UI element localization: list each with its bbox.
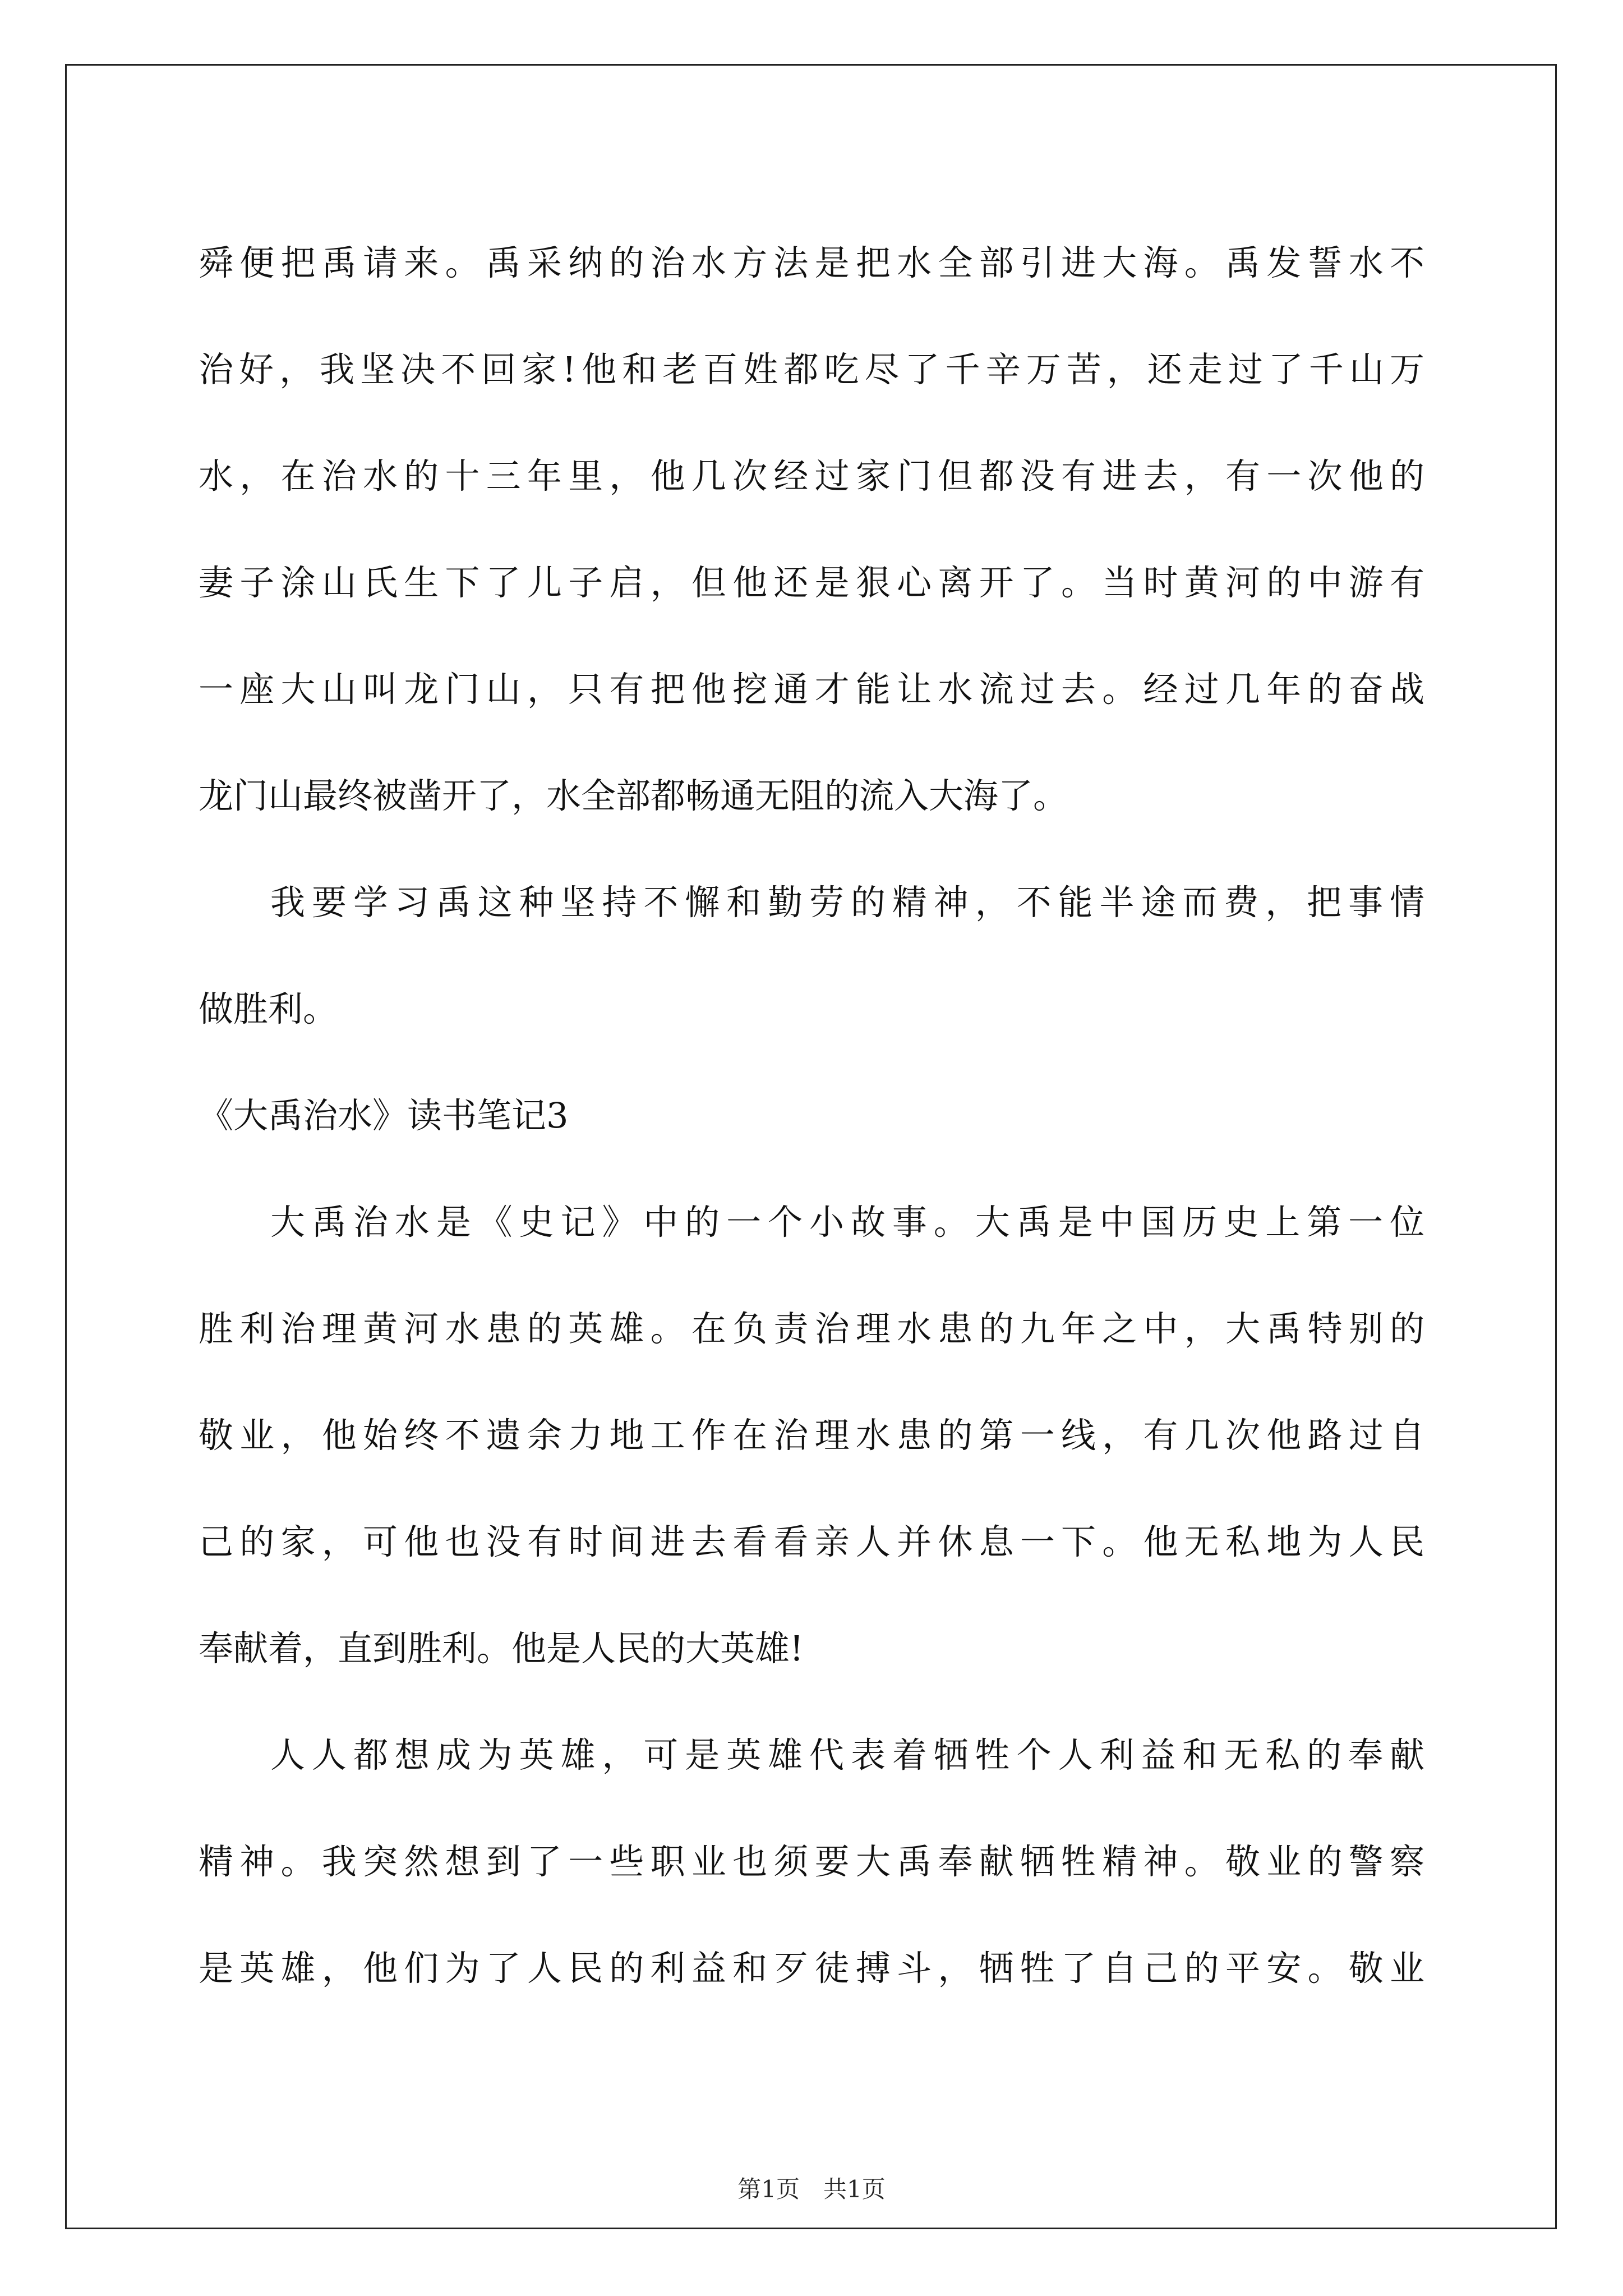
document-body xyxy=(199,210,1424,2022)
paragraph-line: 一座大山叫龙门山，只有把他挖通才能让水流过去。经过几年的奋战 xyxy=(199,669,1424,710)
paragraph-line: 妻子涂山氏生下了儿子启，但他还是狠心离开了。当时黄河的中游有 xyxy=(199,562,1424,603)
paragraph-line: 人人都想成为英雄，可是英雄代表着牺牲个人利益和无私的奉献 xyxy=(270,1734,1424,1775)
paragraph-line: 敬业，他始终不遗余力地工作在治理水患的第一线，有几次他路过自 xyxy=(199,1415,1424,1456)
paragraph-line: 大禹治水是《史记》中的一个小故事。大禹是中国历史上第一位 xyxy=(270,1202,1424,1243)
page-footer: 第1页 共1页 xyxy=(737,2175,886,2203)
paragraph-line: 做胜利。 xyxy=(199,988,338,1029)
paragraph-line: 胜利治理黄河水患的英雄。在负责治理水患的九年之中，大禹特别的 xyxy=(199,1308,1424,1349)
paragraph-line: 己的家，可他也没有时间进去看看亲人并休息一下。他无私地为人民 xyxy=(199,1521,1424,1562)
paragraph-line: 治好，我坚决不回家!他和老百姓都吃尽了千辛万苦，还走过了千山万 xyxy=(199,349,1424,390)
section-heading: 《大禹治水》读书笔记3 xyxy=(199,1095,569,1136)
paragraph-line: 精神。我突然想到了一些职业也须要大禹奉献牺牲精神。敬业的警察 xyxy=(199,1841,1424,1882)
paragraph-line: 奉献着，直到胜利。他是人民的大英雄! xyxy=(199,1628,804,1669)
paragraph-line: 水，在治水的十三年里，他几次经过家门但都没有进去，有一次他的 xyxy=(199,455,1424,496)
paragraph-line: 是英雄，他们为了人民的利益和歹徒搏斗，牺牲了自己的平安。敬业 xyxy=(199,1948,1424,1989)
paragraph-line: 我要学习禹这种坚持不懈和勤劳的精神，不能半途而费，把事情 xyxy=(270,882,1424,923)
paragraph-line: 舜便把禹请来。禹采纳的治水方法是把水全部引进大海。禹发誓水不 xyxy=(199,242,1424,283)
paragraph-line: 龙门山最终被凿开了，水全部都畅通无阻的流入大海了。 xyxy=(199,775,1068,816)
